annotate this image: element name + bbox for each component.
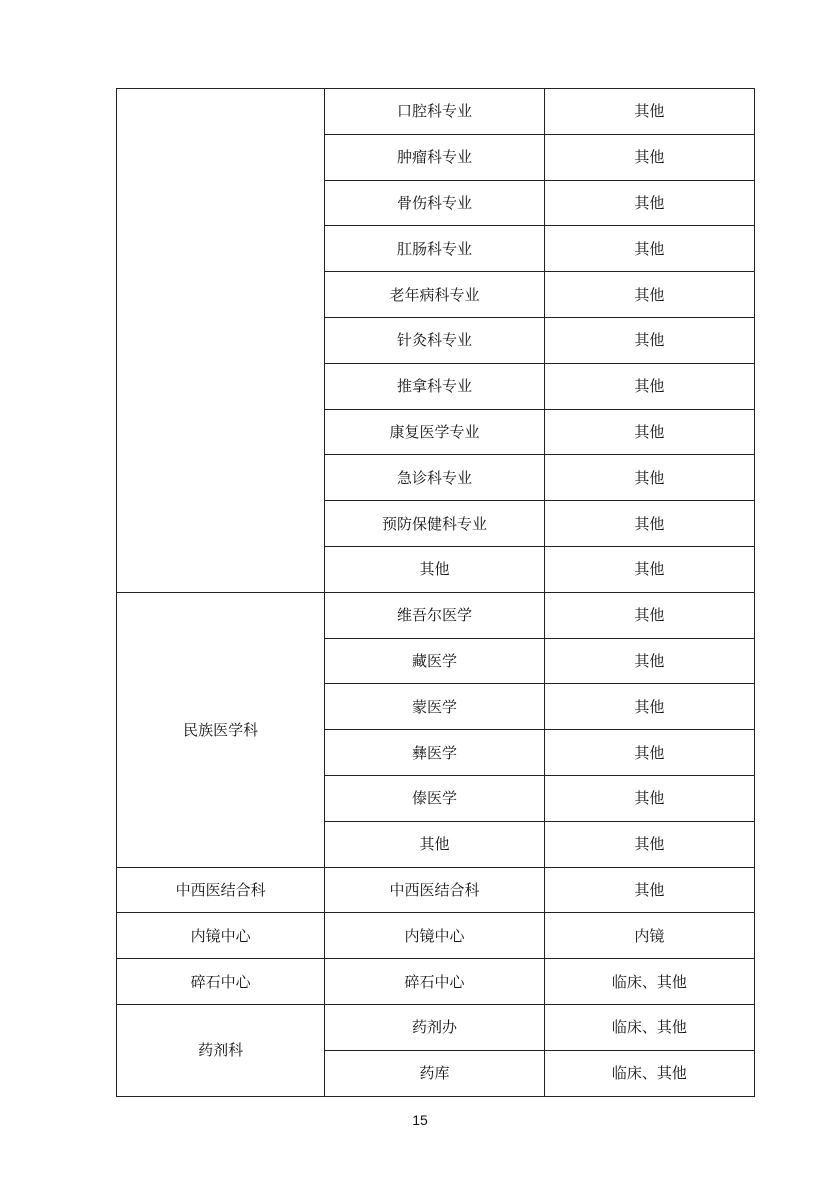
category-cell: 内镜: [544, 913, 754, 959]
department-cell: [117, 89, 325, 593]
table-row: [117, 867, 755, 913]
specialty-cell: 肿瘤科专业: [325, 134, 544, 180]
specialty-cell: 药剂办: [325, 1004, 544, 1050]
department-cell: 民族医学科: [117, 592, 325, 867]
category-cell: 其他: [544, 409, 754, 455]
category-cell: 其他: [544, 226, 754, 272]
category-cell: 其他: [544, 638, 754, 684]
category-cell: 其他: [544, 501, 754, 547]
department-table: [116, 88, 755, 1097]
specialty-cell: 维吾尔医学: [325, 592, 544, 638]
specialty-cell: 推拿科专业: [325, 363, 544, 409]
department-cell: 内镜中心: [117, 913, 325, 959]
category-cell: 其他: [544, 684, 754, 730]
specialty-cell: 预防保健科专业: [325, 501, 544, 547]
specialty-cell: 傣医学: [325, 775, 544, 821]
specialty-cell: 碎石中心: [325, 959, 544, 1005]
specialty-cell: 蒙医学: [325, 684, 544, 730]
category-cell: 临床、其他: [544, 959, 754, 1005]
specialty-cell: 彝医学: [325, 730, 544, 776]
specialty-cell: 其他: [325, 821, 544, 867]
page-number: 15: [412, 1112, 428, 1128]
category-cell: 其他: [544, 592, 754, 638]
category-cell: 其他: [544, 730, 754, 776]
specialty-cell: 急诊科专业: [325, 455, 544, 501]
table-row: [117, 592, 755, 638]
category-cell: 其他: [544, 317, 754, 363]
department-cell: 药剂科: [117, 1004, 325, 1096]
category-cell: 其他: [544, 180, 754, 226]
category-cell: 其他: [544, 821, 754, 867]
table-row: [117, 959, 755, 1005]
category-cell: 其他: [544, 775, 754, 821]
table-row: [117, 89, 755, 135]
table-row: [117, 913, 755, 959]
specialty-cell: 针灸科专业: [325, 317, 544, 363]
specialty-cell: 内镜中心: [325, 913, 544, 959]
category-cell: 其他: [544, 455, 754, 501]
category-cell: 其他: [544, 134, 754, 180]
specialty-cell: 骨伤科专业: [325, 180, 544, 226]
category-cell: 其他: [544, 363, 754, 409]
category-cell: 其他: [544, 867, 754, 913]
category-cell: 临床、其他: [544, 1050, 754, 1096]
specialty-cell: 康复医学专业: [325, 409, 544, 455]
specialty-cell: 肛肠科专业: [325, 226, 544, 272]
specialty-cell: 中西医结合科: [325, 867, 544, 913]
department-cell: 碎石中心: [117, 959, 325, 1005]
specialty-cell: 老年病科专业: [325, 272, 544, 318]
specialty-cell: 口腔科专业: [325, 89, 544, 135]
category-cell: 其他: [544, 89, 754, 135]
table-body: [117, 89, 755, 1097]
category-cell: 其他: [544, 272, 754, 318]
table-row: [117, 1004, 755, 1050]
specialty-cell: 藏医学: [325, 638, 544, 684]
category-cell: 临床、其他: [544, 1004, 754, 1050]
category-cell: 其他: [544, 546, 754, 592]
specialty-cell: 药库: [325, 1050, 544, 1096]
department-cell: 中西医结合科: [117, 867, 325, 913]
specialty-cell: 其他: [325, 546, 544, 592]
